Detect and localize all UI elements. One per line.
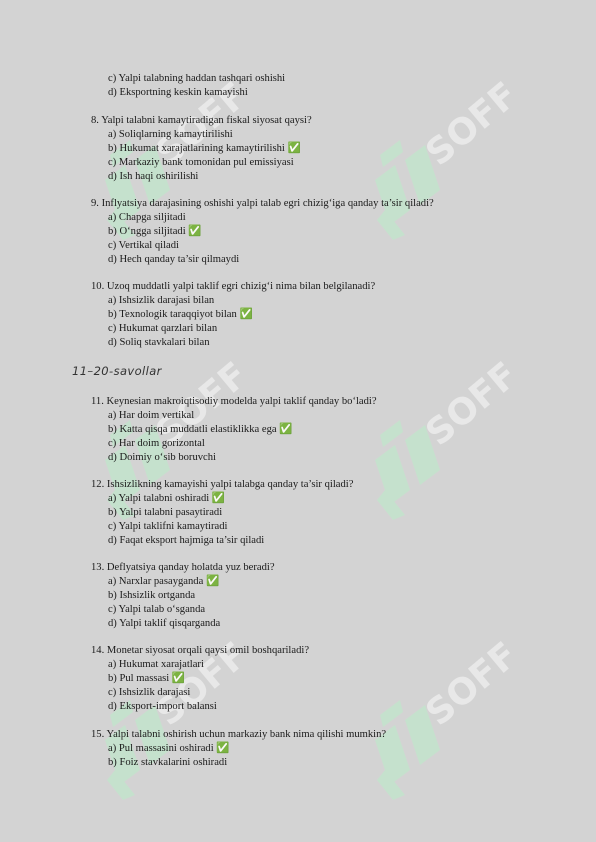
answer-option: d) Ish haqi oshirilishi <box>108 171 199 182</box>
question-text: 9. Inflyatsiya darajasining oshishi yalpi talab egri chizig‘iga qanday ta’sir qiladi? <box>91 198 434 209</box>
answer-option: c) Har doim gorizontal <box>108 438 205 449</box>
answer-option: a) Yalpi talabni oshiradi ✅ <box>108 493 226 504</box>
answer-option: b) O‘ngga siljitadi ✅ <box>108 226 202 237</box>
question-text: 14. Monetar siyosat orqali qaysi omil boshqariladi? <box>91 645 310 656</box>
answer-option: b) Foiz stavkalarini oshiradi <box>108 757 228 768</box>
answer-option: d) Eksport-import balansi <box>108 701 217 712</box>
answer-option: a) Soliqlarning kamaytirilishi <box>108 129 233 140</box>
answer-option: c) Ishsizlik darajasi <box>108 687 191 698</box>
answer-option: a) Chapga siljitadi <box>108 212 186 223</box>
answer-option: a) Hukumat xarajatlari <box>108 659 204 670</box>
question-text: 12. Ishsizlikning kamayishi yalpi talabga qanday ta’sir qiladi? <box>91 479 354 490</box>
svg-text:SOFF: SOFF <box>148 354 245 455</box>
answer-option: c) Yalpi taklifni kamaytiradi <box>108 521 228 532</box>
svg-text:SOFF: SOFF <box>148 634 245 735</box>
answer-option: b) Yalpi talabni pasaytiradi <box>108 507 223 518</box>
question-text: 13. Deflyatsiya qanday holatda yuz beradi? <box>91 562 275 573</box>
answer-option: a) Narxlar pasayganda ✅ <box>108 576 220 587</box>
answer-option: c) Markaziy bank tomonidan pul emissiyasi <box>108 157 294 168</box>
answer-option: d) Eksportning keskin kamayishi <box>108 87 248 98</box>
answer-option: c) Yalpi talabning haddan tashqari oshishi <box>108 73 286 84</box>
answer-option: a) Pul massasini oshiradi ✅ <box>108 743 230 754</box>
svg-text:SOFF: SOFF <box>148 74 245 175</box>
answer-option: d) Yalpi taklif qisqarganda <box>108 618 221 629</box>
answer-option: b) Pul massasi ✅ <box>108 673 186 684</box>
answer-option: a) Ishsizlik darajasi bilan <box>108 295 215 306</box>
answer-option: b) Texnologik taraqqiyot bilan ✅ <box>108 309 253 320</box>
answer-option: d) Hech qanday ta’sir qilmaydi <box>108 254 240 265</box>
question-text: 8. Yalpi talabni kamaytiradigan fiskal siyosat qaysi? <box>91 115 312 126</box>
answer-option: d) Doimiy o‘sib boruvchi <box>108 452 216 463</box>
answer-option: d) Faqat eksport hajmiga ta’sir qiladi <box>108 535 265 546</box>
question-text: 15. Yalpi talabni oshirish uchun markaziy bank nima qilishi mumkin? <box>91 729 387 740</box>
answer-option: c) Vertikal qiladi <box>108 240 179 251</box>
question-text: 10. Uzoq muddatli yalpi taklif egri chizig‘i nima bilan belgilanadi? <box>91 281 376 292</box>
answer-option: d) Soliq stavkalari bilan <box>108 337 210 348</box>
svg-text:SOFF: SOFF <box>418 354 515 455</box>
svg-text:SOFF: SOFF <box>418 74 515 175</box>
section-heading: 11–20-savollar <box>72 364 162 378</box>
answer-option: b) Hukumat xarajatlarining kamaytirilishi ✅ <box>108 143 301 154</box>
answer-option: c) Yalpi talab o‘sganda <box>108 604 206 615</box>
answer-option: a) Har doim vertikal <box>108 410 195 421</box>
answer-option: c) Hukumat qarzlari bilan <box>108 323 218 334</box>
answer-option: b) Katta qisqa muddatli elastiklikka ega ✅ <box>108 424 293 435</box>
svg-text:SOFF: SOFF <box>418 634 515 735</box>
answer-option: b) Ishsizlik ortganda <box>108 590 196 601</box>
question-text: 11. Keynesian makroiqtisodiy modelda yalpi taklif qanday bo‘ladi? <box>91 396 377 407</box>
